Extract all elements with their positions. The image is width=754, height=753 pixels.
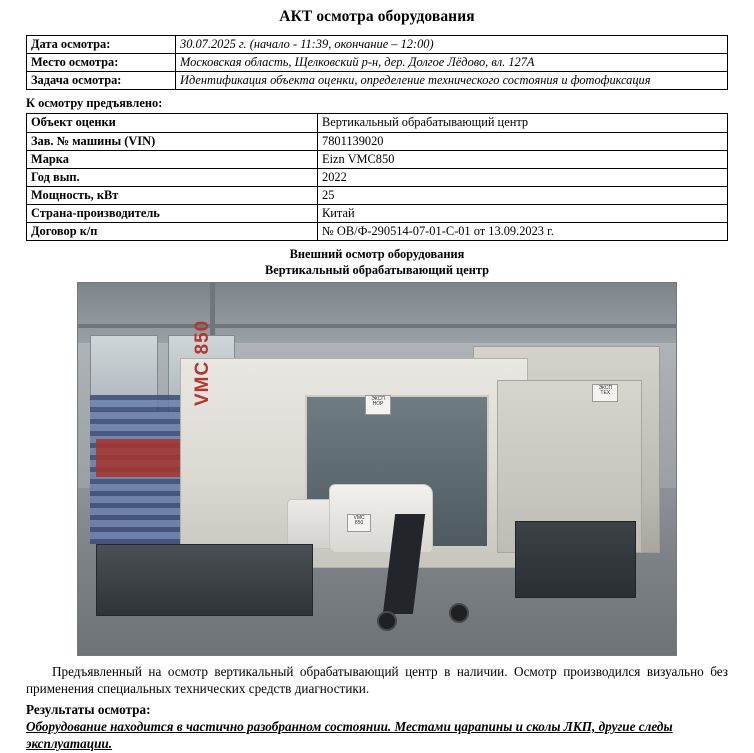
photo-machine-label: ЭКСП НОР	[365, 395, 391, 415]
spec-key-contract: Договор к/п	[27, 223, 318, 241]
results-heading: Результаты осмотра:	[26, 702, 151, 718]
results-text: Оборудование находится в частично разобранном состоянии. Местами царапины и сколы ЛКП, другие следы эксплуатации.	[26, 719, 673, 751]
spec-key-country: Страна-производитель	[27, 205, 318, 223]
header-label-task: Задача осмотра:	[27, 72, 176, 90]
photo-caption-line-2: Вертикальный обрабатывающий центр	[265, 262, 489, 277]
photo-metal-bin	[515, 521, 637, 597]
spec-value-brand: Eizn VMC850	[318, 150, 728, 168]
spec-key-year: Год вып.	[27, 168, 318, 186]
table-row	[27, 36, 728, 54]
table-row	[27, 72, 728, 90]
inspection-paragraph-text: Предъявленный на осмотр вертикальный обрабатывающий центр в наличии. Осмотр производился визуально без применения специальных технических средств диагностики.	[26, 664, 728, 697]
header-value-task: Идентификация объекта оценки, определение технического состояния и фотофиксация	[176, 72, 728, 90]
header-value-place: Московская область, Щелковский р-н, дер. Долгое Лёдово, вл. 127А	[176, 54, 728, 72]
table-row	[27, 168, 728, 186]
inspection-paragraph	[26, 664, 728, 698]
table-row	[27, 132, 728, 150]
spec-value-power: 25	[318, 186, 728, 204]
photo-caption	[0, 247, 754, 278]
spec-value-year: 2022	[318, 168, 728, 186]
page-title: АКТ осмотра оборудования	[279, 8, 475, 25]
spec-key-object: Объект оценки	[27, 114, 318, 132]
presented-heading: К осмотру предъявлено:	[26, 96, 163, 111]
table-row	[27, 54, 728, 72]
header-label-date: Дата осмотра:	[27, 36, 176, 54]
table-row	[27, 205, 728, 223]
header-value-date: 30.07.2025 г. (начало - 11:39, окончание – 12:00)	[176, 36, 728, 54]
spec-key-vin: Зав. № машины (VIN)	[27, 132, 318, 150]
photo-red-crate	[96, 439, 180, 476]
photo-caption-line-1: Внешний осмотр оборудования	[289, 247, 465, 262]
table-row	[27, 186, 728, 204]
table-row	[27, 150, 728, 168]
table-row	[27, 114, 728, 132]
header-label-place: Место осмотра:	[27, 54, 176, 72]
equipment-photo	[78, 283, 676, 655]
document-page	[0, 8, 754, 751]
photo-beam	[78, 324, 676, 328]
photo-machine-label: ЭКСП ТЕХ	[592, 384, 618, 402]
spec-value-vin: 7801139020	[318, 132, 728, 150]
photo-machine-brand-text: VMC 850	[191, 319, 213, 406]
spec-value-country: Китай	[318, 205, 728, 223]
spec-value-object: Вертикальный обрабатывающий центр	[318, 114, 728, 132]
spec-value-contract: № ОВ/Ф-290514-07-01-С-01 от 13.09.2023 г.	[318, 223, 728, 241]
equipment-spec-table	[26, 113, 728, 241]
inspection-header-table	[26, 35, 728, 90]
spec-key-power: Мощность, кВт	[27, 186, 318, 204]
photo-frame	[77, 282, 677, 656]
photo-caster-wheel	[449, 603, 469, 623]
photo-part-label: VMC 850	[347, 514, 371, 532]
photo-pallet-parts	[96, 544, 313, 617]
photo-caster-wheel	[377, 611, 397, 631]
spec-key-brand: Марка	[27, 150, 318, 168]
table-row	[27, 223, 728, 241]
photo-roof	[78, 283, 676, 343]
